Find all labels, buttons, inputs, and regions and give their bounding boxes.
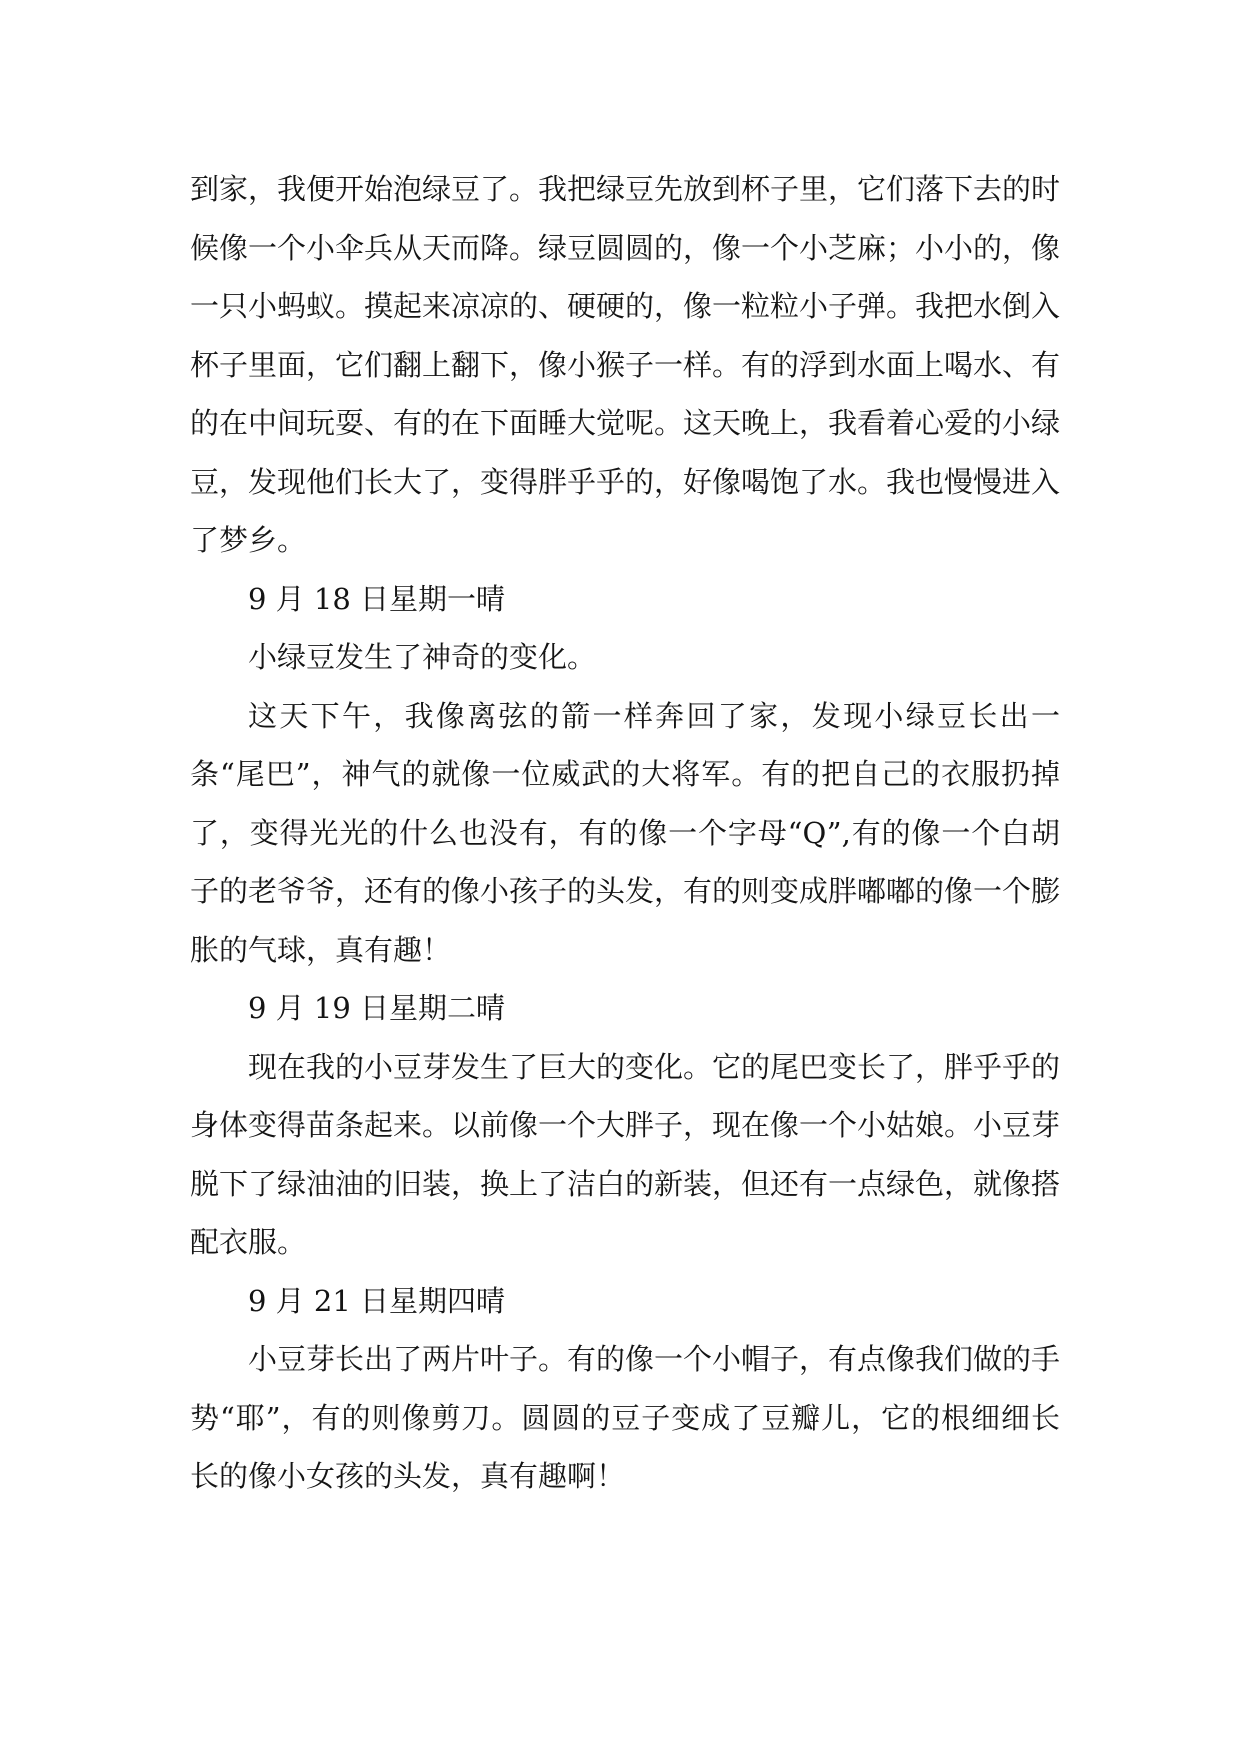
diary-date-sep-21: 9 月 21 日星期四晴	[248, 1283, 506, 1318]
paragraph-continuation: 到家，我便开始泡绿豆了。我把绿豆先放到杯子里，它们落下去的时候像一个小伞兵从天而降。绿豆圆圆的，像一个小芝麻；小小的，像一只小蚂蚁。摸起来凉凉的、硬硬的，像一粒粒小子弹。我把水倒入杯子里面，它们翻上翻下，像小猴子一样。有的浮到水面上喝水、有的在中间玩耍、有的在下面睡大觉呢。这天晚上，我看着心爱的小绿豆，发现他们长大了，变得胖乎乎的，好像喝饱了水。我也慢慢进入了梦乡。	[190, 172, 1061, 557]
diary-date-sep-19: 9 月 19 日星期二晴	[248, 991, 506, 1025]
paragraph-body-sep-18: 这天下午，我像离弦的箭一样奔回了家，发现小绿豆长出一条“尾巴”，神气的就像一位威武的大将军。有的把自己的衣服扔掉了，变得光光的什么也没有，有的像一个字母“Q”,有的像一个白胡子的老爷爷，还有的像小孩子的头发，有的则变成胖嘟嘟的像一个膨胀的气球，真有趣！	[190, 698, 1061, 967]
document-page	[190, 160, 1060, 1506]
paragraph-summary-sep-18: 小绿豆发生了神奇的变化。	[248, 640, 597, 674]
diary-date-sep-18: 9 月 18 日星期一晴	[248, 581, 506, 616]
paragraph-body-sep-19: 现在我的小豆芽发生了巨大的变化。它的尾巴变长了，胖乎乎的身体变得苗条起来。以前像一个大胖子，现在像一个小姑娘。小豆芽脱下了绿油油的旧装，换上了洁白的新装，但还有一点绿色，就像搭配衣服。	[190, 1049, 1061, 1259]
paragraph-body-sep-21: 小豆芽长出了两片叶子。有的像一个小帽子，有点像我们做的手势“耶”，有的则像剪刀。圆圆的豆子变成了豆瓣儿，它的根细细长长的像小女孩的头发，真有趣啊！	[190, 1342, 1061, 1493]
